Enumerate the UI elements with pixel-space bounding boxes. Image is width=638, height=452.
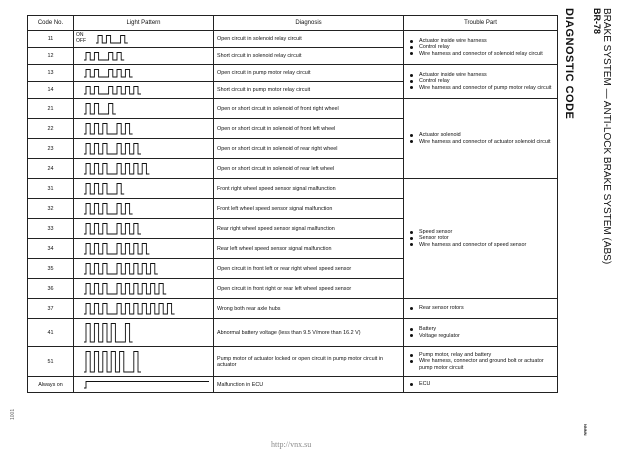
light-pattern-icon (84, 241, 212, 257)
light-pattern-cell (74, 219, 214, 239)
diagnosis-text: Open or short circuit in solenoid of rear left wheel (214, 159, 404, 179)
pulse-waveform (84, 163, 149, 174)
light-pattern-cell (74, 299, 214, 319)
light-pattern-icon (84, 379, 212, 391)
light-pattern-icon (84, 349, 212, 375)
light-pattern-icon (84, 84, 212, 97)
light-pattern-icon (84, 301, 212, 317)
pulse-waveform (84, 263, 158, 274)
code-number: 41 (28, 319, 74, 347)
trouble-part-list (410, 132, 555, 144)
light-pattern-cell (74, 319, 214, 347)
on-off-legend (76, 32, 86, 44)
code-number: 24 (28, 159, 74, 179)
pulse-waveform (84, 123, 133, 134)
table-row (28, 99, 558, 119)
code-number: 36 (28, 279, 74, 299)
pulse-waveform (84, 69, 133, 77)
column-header-diagnosis: Diagnosis (214, 16, 404, 31)
trouble-part-item: Battery (410, 326, 555, 332)
light-pattern-cell (74, 377, 214, 393)
trouble-part-cell (404, 65, 558, 99)
pulse-waveform (84, 351, 141, 372)
code-number: 11 (28, 31, 74, 48)
corner-mark: NNNN (583, 424, 588, 436)
code-number: 22 (28, 119, 74, 139)
light-pattern-cell (74, 48, 214, 65)
trouble-part-item: Pump motor, relay and battery (410, 352, 555, 358)
trouble-part-list (410, 38, 555, 57)
light-pattern-cell (74, 279, 214, 299)
code-number: 13 (28, 65, 74, 82)
table-row (28, 347, 558, 377)
light-pattern-icon (84, 50, 212, 63)
trouble-part-cell (404, 179, 558, 299)
pulse-waveform (84, 86, 141, 94)
trouble-part-list (410, 381, 555, 387)
trouble-part-list (410, 229, 555, 248)
pulse-waveform (84, 52, 124, 60)
table-row (28, 179, 558, 199)
trouble-part-item: Voltage regulator (410, 333, 555, 339)
light-pattern-cell (74, 199, 214, 219)
light-pattern-icon (84, 181, 212, 197)
trouble-part-item: ECU (410, 381, 555, 387)
light-pattern-cell (74, 119, 214, 139)
trouble-part-item: Control relay (410, 44, 555, 50)
code-number: 32 (28, 199, 74, 219)
code-number: 34 (28, 239, 74, 259)
diagnostic-code-table (27, 15, 558, 393)
light-pattern-icon (84, 67, 212, 80)
trouble-part-item: Actuator inside wire harness (410, 38, 555, 44)
diagnosis-text: Pump motor of actuator locked or open circuit in pump motor circuit in actuator (214, 347, 404, 377)
pulse-waveform (84, 223, 141, 234)
page-code: BR-78 (592, 8, 602, 35)
diagnosis-text: Front left wheel speed sensor signal malfunction (214, 199, 404, 219)
diagnosis-text: Open circuit in front left or rear right wheel speed sensor (214, 259, 404, 279)
code-number: 35 (28, 259, 74, 279)
light-pattern-icon (84, 141, 212, 157)
trouble-part-item: Actuator inside wire harness (410, 72, 555, 78)
diagnosis-text: Open circuit in pump motor relay circuit (214, 65, 404, 82)
light-pattern-icon (84, 121, 212, 137)
light-pattern-cell (74, 347, 214, 377)
light-pattern-cell (74, 82, 214, 99)
code-number: 33 (28, 219, 74, 239)
table-row (28, 319, 558, 347)
trouble-part-list (410, 352, 555, 371)
diagnosis-text: Open or short circuit in solenoid of front left wheel (214, 119, 404, 139)
diagnosis-text: Wrong both rear axle hubs (214, 299, 404, 319)
margin-note: 1001 (10, 408, 16, 420)
light-pattern-cell (74, 239, 214, 259)
light-pattern-icon (84, 161, 212, 177)
diagnosis-text: Rear left wheel speed sensor signal malfunction (214, 239, 404, 259)
column-header-light-pattern: Light Pattern (74, 16, 214, 31)
light-pattern-cell (74, 99, 214, 119)
trouble-part-item: Wire harness and connector of speed sensor (410, 242, 555, 248)
diagnosis-text: Short circuit in solenoid relay circuit (214, 48, 404, 65)
diagnosis-text: Abnormal battery voltage (less than 9.5 V/more than 16.2 V) (214, 319, 404, 347)
trouble-part-list (410, 305, 555, 311)
trouble-part-item: Wire harness and connector of pump motor relay circuit (410, 85, 555, 91)
trouble-part-item: Control relay (410, 78, 555, 84)
code-number: Always on (28, 377, 74, 393)
pulse-waveform (84, 303, 175, 314)
diagnosis-text: Open or short circuit in solenoid of front right wheel (214, 99, 404, 119)
pulse-waveform (84, 381, 209, 388)
trouble-part-item: Sensor rotor (410, 235, 555, 241)
code-number: 51 (28, 347, 74, 377)
diagnosis-text: Open or short circuit in solenoid of rear right wheel (214, 139, 404, 159)
pulse-waveform (84, 203, 133, 214)
light-pattern-cell (74, 139, 214, 159)
on-label: ON (76, 32, 84, 38)
table-row (28, 65, 558, 82)
pulse-waveform (84, 183, 124, 194)
watermark-url: http://vnx.su (271, 440, 312, 449)
light-pattern-icon (96, 33, 224, 46)
diagnosis-text: Short circuit in pump motor relay circuit (214, 82, 404, 99)
light-pattern-icon (84, 281, 212, 297)
trouble-part-cell (404, 99, 558, 179)
diagnosis-text: Malfunction in ECU (214, 377, 404, 393)
trouble-part-list (410, 72, 555, 91)
pulse-waveform (96, 35, 128, 43)
diagnosis-text: Open circuit in front right or rear left wheel speed sensor (214, 279, 404, 299)
pulse-waveform (84, 283, 166, 294)
diagnosis-text: Rear right wheel speed sensor signal malfunction (214, 219, 404, 239)
column-header-trouble-part: Trouble Part (404, 16, 558, 31)
light-pattern-cell (74, 31, 214, 48)
pulse-waveform (84, 323, 133, 342)
trouble-part-item: Actuator solenoid (410, 132, 555, 138)
trouble-part-item: Rear sensor rotors (410, 305, 555, 311)
diagnosis-text: Front right wheel speed sensor signal malfunction (214, 179, 404, 199)
light-pattern-icon (84, 201, 212, 217)
trouble-part-cell (404, 31, 558, 65)
light-pattern-icon (84, 221, 212, 237)
code-number: 37 (28, 299, 74, 319)
table-row (28, 377, 558, 393)
diagnosis-text: Open circuit in solenoid relay circuit (214, 31, 404, 48)
trouble-part-item: Wire harness and connector of solenoid relay circuit (410, 51, 555, 57)
column-header-code: Code No. (28, 16, 74, 31)
trouble-part-cell (404, 319, 558, 347)
light-pattern-cell (74, 259, 214, 279)
table-row (28, 31, 558, 48)
trouble-part-item: Wire harness, connector and ground bolt or actuator pump motor circuit (410, 358, 555, 370)
light-pattern-cell (74, 159, 214, 179)
code-number: 14 (28, 82, 74, 99)
code-number: 23 (28, 139, 74, 159)
off-label: OFF (76, 38, 86, 44)
code-number: 21 (28, 99, 74, 119)
trouble-part-cell (404, 377, 558, 393)
trouble-part-item: Speed sensor (410, 229, 555, 235)
light-pattern-icon (84, 261, 212, 277)
light-pattern-cell (74, 65, 214, 82)
table-row (28, 299, 558, 319)
code-number: 31 (28, 179, 74, 199)
pulse-waveform (84, 103, 116, 114)
trouble-part-cell (404, 299, 558, 319)
trouble-part-list (410, 326, 555, 338)
trouble-part-cell (404, 347, 558, 377)
light-pattern-cell (74, 179, 214, 199)
page-title: DIAGNOSTIC CODE (563, 8, 575, 120)
pulse-waveform (84, 143, 141, 154)
section-title: BRAKE SYSTEM — ANTI-LOCK BRAKE SYSTEM (ABS) (601, 8, 612, 265)
table-header-row (28, 16, 558, 31)
code-number: 12 (28, 48, 74, 65)
light-pattern-icon (84, 101, 212, 117)
pulse-waveform (84, 243, 149, 254)
light-pattern-icon (84, 321, 212, 345)
trouble-part-item: Wire harness and connector of actuator solenoid circuit (410, 139, 555, 145)
